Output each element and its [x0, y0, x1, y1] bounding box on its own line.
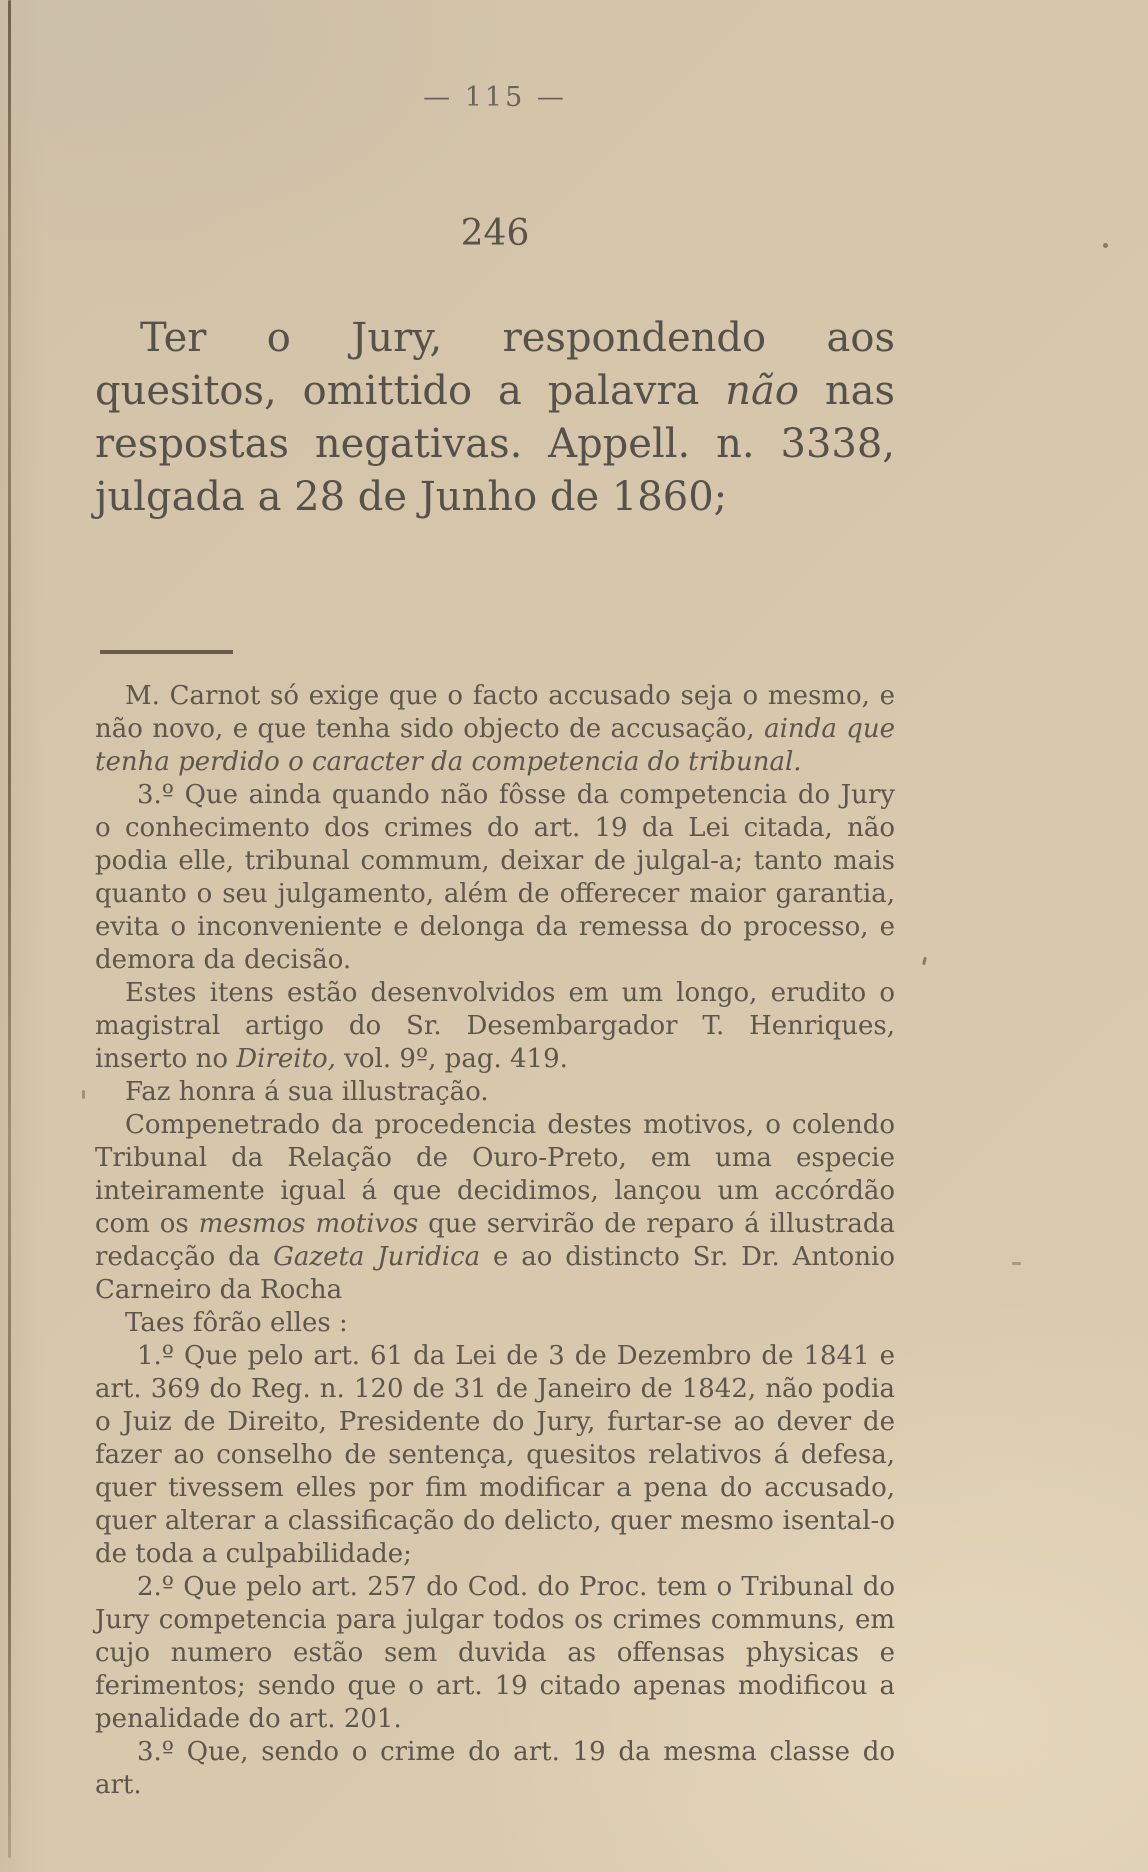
- paragraph-text: vol. 9º, pag. 419.: [335, 1044, 568, 1074]
- commentary-text: [95, 680, 895, 1802]
- section-divider: [100, 650, 233, 654]
- paragraph-text: 1.º Que pelo art. 61 da Lei de 3 de Dezembro de 1841 e art. 369 do Reg. n. 120 de 31 de Janeiro de 1842, não podia o Juiz de Direito, Presidente do Jury, furtar-se ao dever de fazer ao conselho de sentença, quesitos relativos á defesa, quer tivessem elles por fim modificar a pena do accusado, quer alterar a classificação do delicto, quer mesmo isental-o de toda a culpabilidade;: [95, 1341, 895, 1569]
- paragraph-item-1: [95, 1340, 895, 1571]
- binding-shadow: [8, 0, 11, 1858]
- page-content: [95, 0, 895, 1872]
- paragraph-text: M. Carnot só exige que o facto accusado seja o mesmo, e não novo, e que tenha sido objecto de accusação,: [95, 681, 895, 744]
- case-heading: [95, 312, 895, 524]
- paragraph-item-3: [95, 779, 895, 977]
- heading-italic-nao: não: [725, 368, 799, 414]
- paragraph-text: Compenetrado da procedencia destes motivos, o colendo Tribunal da Relação de Ouro-Preto, em uma especie inteiramente igual á que decidimos, lançou um accórdão com os: [95, 1110, 895, 1239]
- paragraph-text: e ao distincto Sr. Dr. Antonio Carneiro da Rocha: [95, 1242, 895, 1305]
- page-number: — 115 —: [423, 82, 567, 113]
- heading-text: Ter o Jury, respondendo aos quesitos, omittido a palavra: [95, 315, 895, 414]
- ink-speck: [82, 1090, 85, 1099]
- paragraph-italic-direito: Direito,: [236, 1044, 336, 1074]
- paragraph-item-3b: [95, 1736, 895, 1802]
- ink-speck: [1012, 1262, 1021, 1265]
- ink-speck: [922, 957, 927, 965]
- paragraph-compenetrado: [95, 1109, 895, 1307]
- paragraph-text: 3.º Que, sendo o crime do art. 19 da mesma classe do art.: [95, 1737, 895, 1800]
- paragraph-italic-gazeta-juridica: Gazeta Juridica: [273, 1242, 481, 1272]
- paragraph-text: 3.º Que ainda quando não fôsse da competencia do Jury o conhecimento dos crimes do art. 19 da Lei citada, não podia elle, tribunal commum, deixar de julgal-a; tanto mais quanto o seu julgamento, além de offerecer maior garantia, evita o inconveniente e delonga da remessa do processo, e demora da decisão.: [95, 780, 895, 975]
- paragraph-taes-forao: [95, 1307, 895, 1340]
- paragraph-faz-honra: [95, 1076, 895, 1109]
- paragraph-text: que servirão de reparo á illustrada redacção da: [95, 1209, 895, 1272]
- paragraph-italic-mesmos-motivos: mesmos motivos: [198, 1209, 419, 1239]
- ink-speck: [1103, 243, 1108, 248]
- paragraph-text: Estes itens estão desenvolvidos em um longo, erudito o magistral artigo do Sr. Desembargador T. Henriques, inserto no: [95, 978, 895, 1074]
- paragraph-item-2: [95, 1571, 895, 1736]
- paragraph-text: Taes fôrão elles :: [125, 1308, 348, 1338]
- paragraph-carnot: [95, 680, 895, 779]
- paragraph-text: Faz honra á sua illustração.: [125, 1077, 489, 1107]
- paragraph-italic: ainda que tenha perdido o caracter da competencia do tribunal.: [95, 714, 895, 777]
- heading-text-continued: nas respostas negativas. Appell. n. 3338, julgada a 28 de Junho de 1860;: [95, 368, 895, 520]
- paragraph-text: 2.º Que pelo art. 257 do Cod. do Proc. tem o Tribunal do Jury competencia para julgar todos os crimes communs, em cujo numero estão sem duvida as offensas physicas e ferimentos; sendo que o art. 19 citado apenas modificou a penalidade do art. 201.: [95, 1572, 895, 1734]
- section-number: 246: [460, 213, 530, 254]
- paragraph-estes-itens: [95, 977, 895, 1076]
